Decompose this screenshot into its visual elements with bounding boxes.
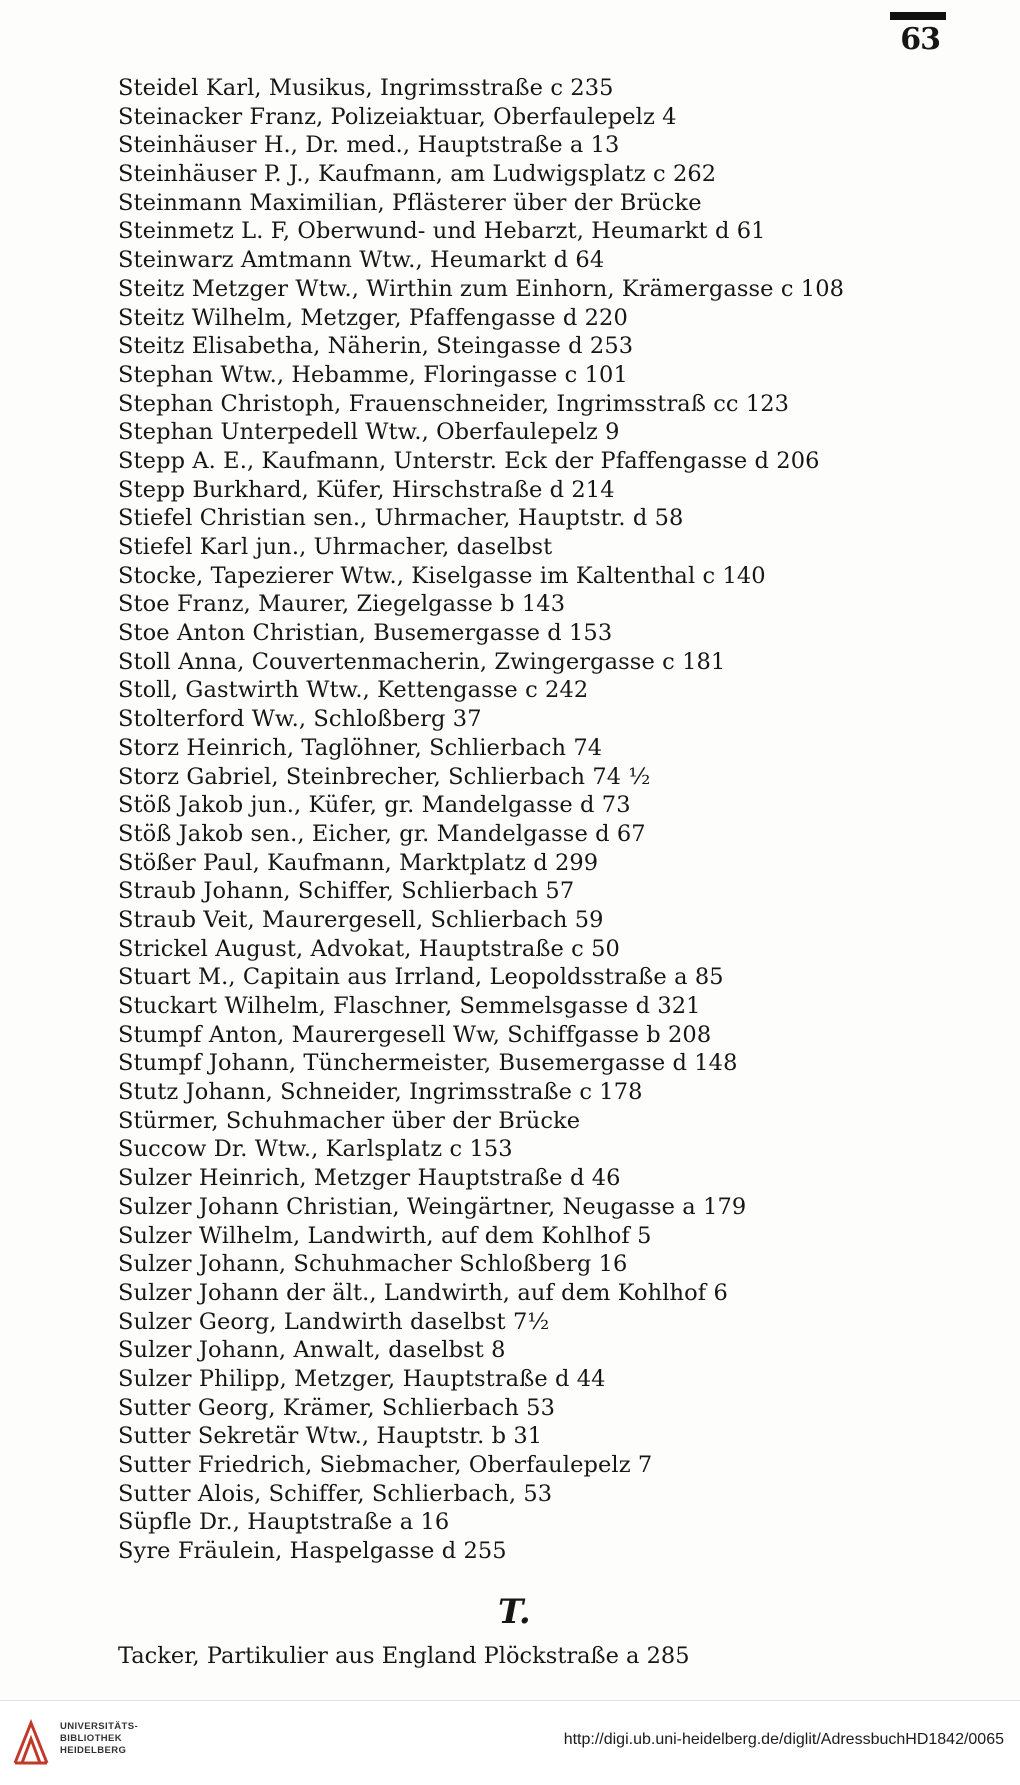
directory-entry: Steinwarz Amtmann Wtw., Heumarkt d 64 — [118, 247, 605, 274]
directory-entry: Sulzer Johann, Schuhmacher Schloßberg 16 — [118, 1251, 628, 1278]
directory-entry: Stepp A. E., Kaufmann, Unterstr. Eck der Pfaffengasse d 206 — [118, 447, 820, 474]
directory-entry: Storz Heinrich, Taglöhner, Schlierbach 74 — [118, 734, 603, 761]
directory-entry: Straub Johann, Schiffer, Schlierbach 57 — [118, 878, 575, 905]
directory-entry: Sulzer Johann, Anwalt, daselbst 8 — [118, 1337, 506, 1364]
directory-entry: Stuckart Wilhelm, Flaschner, Semmelsgasse d 321 — [118, 993, 701, 1019]
ub-heidelberg-logo-icon — [12, 1719, 50, 1767]
directory-entry: Steinmetz L. F, Oberwund- und Hebarzt, Heumarkt d 61 — [118, 218, 766, 245]
directory-entry: Straub Veit, Maurergesell, Schlierbach 59 — [118, 906, 604, 933]
directory-entry: Storz Gabriel, Steinbrecher, Schlierbach 74 ½ — [118, 763, 651, 790]
directory-entry: Sulzer Johann der ält., Landwirth, auf dem Kohlhof 6 — [118, 1279, 728, 1306]
directory-entry: Strickel August, Advokat, Hauptstraße c 50 — [118, 935, 620, 962]
directory-entry: Stoll Anna, Couvertenmacherin, Zwingergasse c 181 — [118, 648, 726, 675]
directory-entry: Stöß Jakob sen., Eicher, gr. Mandelgasse d 67 — [118, 820, 646, 847]
directory-entry: Steinmann Maximilian, Pflästerer über der Brücke — [118, 189, 702, 216]
directory-entry: Steinacker Franz, Polizeiaktuar, Oberfaulepelz 4 — [118, 103, 677, 130]
directory-entry: Stoll, Gastwirth Wtw., Kettengasse c 242 — [118, 677, 589, 704]
library-name-line1: UNIVERSITÄTS- — [60, 1721, 139, 1732]
directory-entry: Stoe Franz, Maurer, Ziegelgasse b 143 — [118, 591, 566, 618]
section-letter: T. — [498, 1592, 531, 1632]
directory-entry: Sulzer Wilhelm, Landwirth, auf dem Kohlhof 5 — [118, 1222, 652, 1249]
directory-entry: Stocke, Tapezierer Wtw., Kiselgasse im Kaltenthal c 140 — [118, 562, 766, 589]
directory-entry: Stumpf Anton, Maurergesell Ww, Schiffgasse b 208 — [118, 1021, 712, 1048]
directory-entry: Stephan Unterpedell Wtw., Oberfaulepelz 9 — [118, 419, 620, 446]
directory-entry-last: Tacker, Partikulier aus England Plöckstraße a 285 — [118, 1643, 690, 1669]
directory-entry: Steitz Metzger Wtw., Wirthin zum Einhorn, Krämergasse c 108 — [118, 275, 845, 302]
footer-bar — [0, 1700, 1020, 1785]
directory-entry: Stephan Wtw., Hebamme, Floringasse c 101 — [118, 361, 628, 388]
directory-entry: Stiefel Karl jun., Uhrmacher, daselbst — [118, 534, 553, 560]
directory-entry: Sutter Georg, Krämer, Schlierbach 53 — [118, 1394, 555, 1421]
directory-entry: Stolterford Ww., Schloßberg 37 — [118, 706, 482, 733]
directory-entry: Steinhäuser P. J., Kaufmann, am Ludwigsplatz c 262 — [118, 161, 717, 188]
directory-entry: Süpfle Dr., Hauptstraße a 16 — [118, 1509, 450, 1536]
library-name-line2: BIBLIOTHEK — [60, 1733, 123, 1744]
directory-entries — [118, 74, 998, 1566]
directory-entry: Steinhäuser H., Dr. med., Hauptstraße a 13 — [118, 132, 620, 159]
directory-entry: Stuart M., Capitain aus Irrland, Leopoldsstraße a 85 — [118, 964, 724, 991]
directory-entry: Stürmer, Schuhmacher über der Brücke — [118, 1107, 581, 1134]
directory-entry: Stößer Paul, Kaufmann, Marktplatz d 299 — [118, 849, 599, 876]
directory-entry: Stutz Johann, Schneider, Ingrimsstraße c 178 — [118, 1079, 643, 1106]
directory-entry: Stiefel Christian sen., Uhrmacher, Hauptstr. d 58 — [118, 505, 684, 532]
directory-entry: Succow Dr. Wtw., Karlsplatz c 153 — [118, 1136, 513, 1163]
directory-entry: Sulzer Philipp, Metzger, Hauptstraße d 44 — [118, 1365, 606, 1392]
directory-entry: Stumpf Johann, Tünchermeister, Busemergasse d 148 — [118, 1050, 738, 1077]
source-url-link[interactable]: http://digi.ub.uni-heidelberg.de/diglit/AdressbuchHD1842/0065 — [563, 1731, 1004, 1748]
directory-entry: Sulzer Georg, Landwirth daselbst 7½ — [118, 1308, 550, 1335]
library-name — [60, 1721, 138, 1757]
directory-entry: Steitz Elisabetha, Näherin, Steingasse d 253 — [118, 333, 634, 360]
directory-entry: Stoe Anton Christian, Busemergasse d 153 — [118, 620, 613, 647]
directory-entry: Syre Fräulein, Haspelgasse d 255 — [118, 1538, 507, 1565]
directory-entry: Stepp Burkhard, Küfer, Hirschstraße d 214 — [118, 476, 615, 503]
library-name-line3: HEIDELBERG — [60, 1745, 127, 1756]
page-number: 63 — [890, 12, 946, 57]
directory-entry: Sulzer Johann Christian, Weingärtner, Neugasse a 179 — [118, 1193, 747, 1220]
directory-entry: Sutter Alois, Schiffer, Schlierbach, 53 — [118, 1480, 553, 1507]
directory-entry: Stephan Christoph, Frauenschneider, Ingrimsstraß cc 123 — [118, 390, 790, 417]
directory-entry: Stöß Jakob jun., Küfer, gr. Mandelgasse d 73 — [118, 792, 631, 819]
directory-entry: Sutter Friedrich, Siebmacher, Oberfaulepelz 7 — [118, 1452, 653, 1478]
directory-entry: Steidel Karl, Musikus, Ingrimsstraße c 235 — [118, 75, 614, 101]
directory-entry: Steitz Wilhelm, Metzger, Pfaffengasse d 220 — [118, 304, 628, 331]
directory-entry: Sulzer Heinrich, Metzger Hauptstraße d 46 — [118, 1165, 621, 1192]
directory-entry: Sutter Sekretär Wtw., Hauptstr. b 31 — [118, 1423, 543, 1450]
